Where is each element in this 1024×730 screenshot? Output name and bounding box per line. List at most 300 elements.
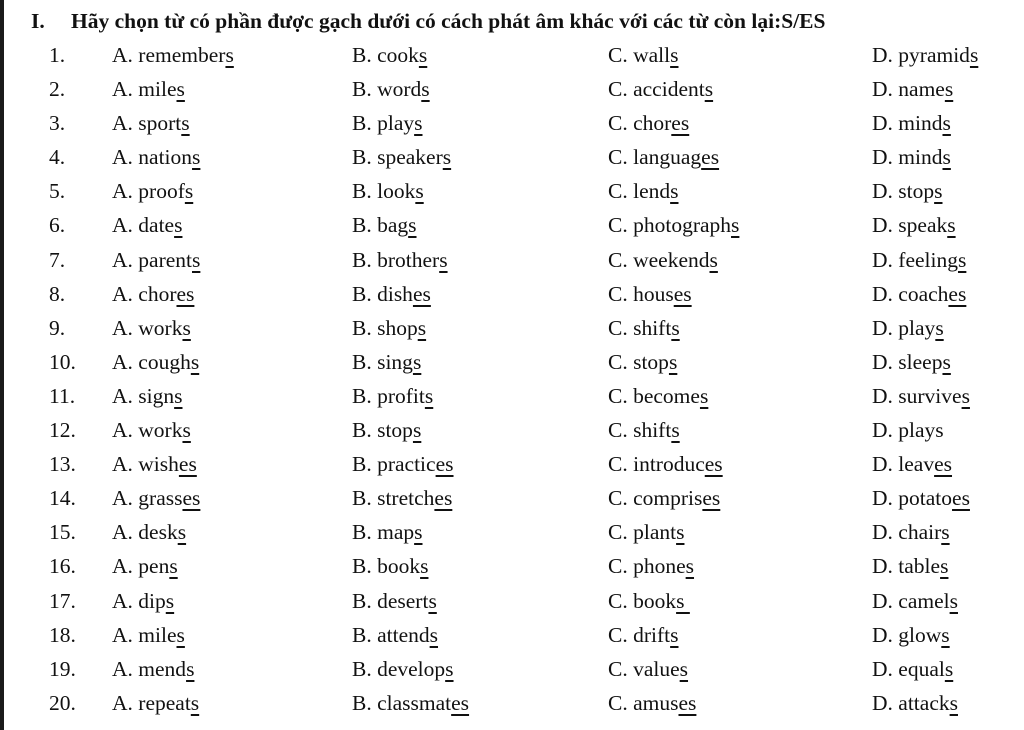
underlined-ending: s [424, 383, 434, 408]
option-c [608, 686, 696, 720]
section-number: I. [31, 9, 45, 33]
option-c [608, 243, 718, 277]
option-word-stem: dish [377, 281, 413, 306]
underlined-ending: s [181, 111, 190, 136]
option-letter: C. [608, 656, 634, 681]
option-letter: D. [872, 554, 899, 579]
option-word-stem: accident [633, 77, 705, 102]
option-letter: A. [112, 315, 139, 340]
option-letter: C. [608, 179, 634, 204]
option-word-stem: stretch [377, 486, 435, 511]
option-word-stem: camel [898, 588, 950, 613]
option-word-stem: book [633, 588, 677, 613]
option-letter: A. [112, 418, 139, 443]
underlined-ending: s [176, 77, 185, 102]
option-c [608, 413, 680, 447]
option-a [112, 481, 200, 515]
option-b [352, 413, 421, 447]
option-word-stem: map [377, 520, 415, 545]
option-word-stem: pyramid [898, 43, 970, 67]
option-b [352, 652, 454, 686]
option-word-stem: practic [377, 452, 436, 477]
question-row [0, 652, 1024, 686]
option-letter: B. [352, 43, 378, 67]
option-letter: A. [112, 43, 139, 67]
option-letter: C. [608, 418, 634, 443]
option-letter: C. [608, 315, 634, 340]
option-a [112, 686, 199, 720]
option-letter: A. [112, 349, 139, 374]
option-d [872, 515, 950, 549]
question-row [0, 447, 1024, 481]
underlined-ending: es [934, 452, 953, 477]
question-row [0, 618, 1024, 652]
underlined-ending: s [935, 315, 944, 340]
option-a [112, 413, 191, 447]
underlined-ending: es [435, 452, 454, 477]
option-word-stem: develop [377, 656, 446, 681]
question-row [0, 277, 1024, 311]
option-letter: D. [872, 622, 899, 647]
underlined-ending: s [439, 247, 448, 272]
option-word-stem: profit [377, 383, 425, 408]
question-row [0, 481, 1024, 515]
question-row [0, 413, 1024, 447]
question-number: 17. [49, 588, 76, 613]
option-letter: A. [112, 179, 139, 204]
option-word-stem: speak [898, 213, 948, 238]
question-row [0, 38, 1024, 72]
option-word-stem: chor [633, 111, 672, 136]
question-number: 6. [49, 213, 66, 238]
section-heading [31, 6, 825, 36]
option-letter: B. [352, 520, 378, 545]
option-word-stem: brother [377, 247, 440, 272]
option-word-stem: mind [898, 111, 943, 136]
option-letter: C. [608, 554, 634, 579]
option-word-stem: sing [377, 349, 413, 374]
option-letter: B. [352, 588, 378, 613]
option-c [608, 447, 723, 481]
option-d [872, 208, 956, 242]
option-c [608, 481, 720, 515]
option-letter: D. [872, 349, 899, 374]
option-word-stem: sleep [898, 349, 943, 374]
option-a [112, 277, 194, 311]
underlined-ending: s [957, 247, 967, 272]
option-letter: A. [112, 213, 139, 238]
option-word-stem: coach [898, 281, 949, 306]
option-d [872, 686, 958, 720]
option-a [112, 140, 200, 174]
option-c [608, 277, 692, 311]
underlined-ending: s [940, 554, 949, 579]
option-d [872, 277, 966, 311]
option-letter: C. [608, 247, 634, 272]
underlined-ending: s [429, 622, 439, 647]
option-letter: C. [608, 588, 634, 613]
option-word-stem: classmat [377, 690, 452, 715]
option-a [112, 447, 197, 481]
option-a [112, 515, 186, 549]
option-word-stem: date [138, 213, 175, 238]
underlined-ending: es [451, 690, 470, 715]
option-word-stem: drift [633, 622, 671, 647]
option-letter: C. [608, 145, 634, 170]
option-a [112, 652, 194, 686]
option-word-stem: attack [898, 690, 950, 715]
option-word-stem: stop [898, 179, 935, 204]
option-letter: D. [872, 520, 899, 545]
question-number: 8. [49, 281, 66, 306]
option-d [872, 174, 943, 208]
underlined-ending: es [704, 452, 723, 477]
option-word-stem: potato [898, 486, 953, 511]
underlined-ending: s [679, 656, 689, 681]
option-c [608, 652, 688, 686]
option-letter: C. [608, 111, 634, 136]
option-word-stem: feeling [898, 247, 958, 272]
option-letter: A. [112, 452, 139, 477]
underlined-ending: s [961, 383, 970, 408]
option-word-stem: word [377, 77, 422, 102]
option-c [608, 311, 680, 345]
underlined-ending: s [969, 43, 979, 67]
option-word-stem: shift [633, 315, 672, 340]
option-word-stem: play [898, 315, 936, 340]
option-a [112, 208, 182, 242]
option-letter: D. [872, 656, 899, 681]
underlined-ending: s [415, 179, 424, 204]
underlined-ending: s [942, 349, 951, 374]
question-list [0, 38, 1024, 720]
question-row [0, 140, 1024, 174]
underlined-ending: s [699, 383, 709, 408]
option-c [608, 174, 679, 208]
option-word-stem: stop [633, 349, 669, 374]
underlined-ending: s [184, 179, 194, 204]
option-b [352, 72, 430, 106]
option-c [608, 106, 689, 140]
option-letter: B. [352, 486, 378, 511]
option-letter: A. [112, 520, 139, 545]
underlined-ending: es [178, 452, 197, 477]
option-c [608, 208, 739, 242]
option-b [352, 140, 451, 174]
option-letter: B. [352, 111, 378, 136]
question-row [0, 584, 1024, 618]
option-word-stem: grass [138, 486, 183, 511]
underlined-ending: es [412, 281, 431, 306]
option-word-stem: desk [138, 520, 178, 545]
question-number: 14. [49, 486, 76, 511]
option-letter: C. [608, 622, 634, 647]
option-letter: D. [872, 77, 899, 102]
option-b [352, 345, 421, 379]
underlined-ending: s [709, 247, 718, 272]
underlined-ending: s [182, 418, 191, 443]
underlined-ending: s [676, 588, 690, 613]
option-letter: D. [872, 179, 899, 204]
question-number: 13. [49, 452, 76, 477]
section-instruction: Hãy chọn từ có phần được gạch dưới có cách phát âm khác với các từ còn lại:S/ES [71, 9, 826, 33]
option-a [112, 106, 190, 140]
option-word-stem: mile [138, 77, 177, 102]
underlined-ending: s [412, 349, 422, 374]
option-letter: B. [352, 554, 378, 579]
option-letter: D. [872, 383, 899, 408]
option-word-stem: mind [898, 145, 943, 170]
underlined-ending: s [176, 622, 185, 647]
option-word-stem: pen [138, 554, 170, 579]
option-letter: D. [872, 43, 899, 67]
option-b [352, 38, 427, 72]
underlined-ending: s [412, 418, 422, 443]
underlined-ending: es [948, 281, 967, 306]
underlined-ending: s [421, 77, 430, 102]
option-word-stem: remember [138, 43, 226, 67]
option-word-stem: wall [633, 43, 671, 67]
option-a [112, 584, 174, 618]
option-word-stem: become [633, 383, 700, 408]
option-word-stem: look [377, 179, 416, 204]
option-word-stem: survive [898, 383, 962, 408]
option-word-stem: introduc [633, 452, 705, 477]
option-c [608, 515, 684, 549]
option-d [872, 447, 952, 481]
option-letter: C. [608, 452, 634, 477]
option-word-stem: work [138, 315, 183, 340]
underlined-ending: es [673, 281, 692, 306]
option-c [608, 549, 694, 583]
option-word-stem: work [138, 418, 183, 443]
underlined-ending: s [941, 520, 950, 545]
option-letter: D. [872, 588, 899, 613]
question-number: 20. [49, 690, 76, 715]
question-number: 16. [49, 554, 76, 579]
option-word-stem: table [898, 554, 941, 579]
option-d [872, 652, 953, 686]
option-word-stem: plant [633, 520, 677, 545]
option-a [112, 618, 185, 652]
option-word-stem: photograph [633, 213, 732, 238]
option-d [872, 311, 944, 345]
option-word-stem: shift [633, 418, 672, 443]
option-letter: A. [112, 486, 139, 511]
option-letter: D. [872, 111, 899, 136]
option-letter: B. [352, 690, 378, 715]
option-letter: B. [352, 656, 378, 681]
option-d [872, 549, 948, 583]
option-letter: D. [872, 690, 899, 715]
option-letter: A. [112, 554, 139, 579]
option-d [872, 584, 958, 618]
option-letter: B. [352, 452, 378, 477]
option-d [872, 106, 951, 140]
option-letter: B. [352, 213, 378, 238]
option-letter: B. [352, 145, 378, 170]
option-letter: C. [608, 690, 634, 715]
option-word-stem: leav [898, 452, 935, 477]
underlined-ending: s [949, 690, 958, 715]
option-word-stem: book [377, 554, 421, 579]
option-b [352, 311, 426, 345]
option-letter: B. [352, 179, 378, 204]
option-d [872, 72, 953, 106]
underlined-ending: s [174, 213, 183, 238]
option-letter: A. [112, 383, 139, 408]
option-word-stem: value [633, 656, 680, 681]
option-d [872, 38, 978, 72]
option-d [872, 481, 970, 515]
option-letter: B. [352, 77, 378, 102]
question-number: 1. [49, 43, 66, 67]
option-b [352, 174, 424, 208]
option-word-stem: stop [377, 418, 413, 443]
option-a [112, 72, 185, 106]
option-c [608, 584, 690, 618]
option-a [112, 311, 191, 345]
underlined-ending: s [947, 213, 956, 238]
option-d [872, 413, 944, 447]
underlined-ending: s [182, 315, 191, 340]
option-letter: A. [112, 656, 139, 681]
option-a [112, 345, 199, 379]
option-word-stem: chor [138, 281, 177, 306]
option-word-stem: name [898, 77, 945, 102]
option-b [352, 481, 452, 515]
underlined-ending: s [428, 588, 437, 613]
underlined-ending: s [949, 588, 958, 613]
option-word-stem: lend [633, 179, 671, 204]
option-letter: D. [872, 213, 899, 238]
option-letter: C. [608, 77, 634, 102]
option-a [112, 243, 200, 277]
option-c [608, 38, 679, 72]
option-letter: D. [872, 486, 899, 511]
option-c [608, 72, 713, 106]
underlined-ending: s [941, 622, 950, 647]
option-d [872, 140, 951, 174]
underlined-ending: s [670, 43, 679, 67]
underlined-ending: s [177, 520, 187, 545]
underlined-ending: s [414, 520, 423, 545]
option-b [352, 618, 438, 652]
option-d [872, 379, 970, 413]
question-number: 2. [49, 77, 66, 102]
option-letter: C. [608, 349, 634, 374]
option-letter: C. [608, 213, 634, 238]
option-letter: A. [112, 281, 139, 306]
option-a [112, 549, 178, 583]
option-letter: B. [352, 281, 378, 306]
underlined-ending: s [671, 315, 680, 340]
option-word-stem: mile [138, 622, 177, 647]
underlined-ending: s [190, 349, 200, 374]
option-letter: A. [112, 111, 139, 136]
option-word-stem: compris [633, 486, 703, 511]
option-b [352, 277, 431, 311]
option-letter: A. [112, 622, 139, 647]
underlined-ending: s [442, 145, 452, 170]
underlined-ending: es [434, 486, 453, 511]
option-b [352, 686, 469, 720]
question-row [0, 72, 1024, 106]
option-word-stem: desert [377, 588, 429, 613]
option-word-stem: sport [138, 111, 182, 136]
option-word-stem: glow [898, 622, 942, 647]
option-letter: B. [352, 383, 378, 408]
underlined-ending: s [670, 179, 679, 204]
option-b [352, 515, 423, 549]
underlined-ending: s [942, 111, 951, 136]
underlined-ending: es [701, 145, 720, 170]
underlined-ending: s [169, 554, 178, 579]
underlined-ending: s [704, 77, 714, 102]
underlined-ending: s [445, 656, 454, 681]
option-a [112, 379, 183, 413]
option-d [872, 345, 951, 379]
question-row [0, 345, 1024, 379]
option-word-stem: shop [377, 315, 418, 340]
option-word-stem: mend [138, 656, 187, 681]
question-number: 5. [49, 179, 66, 204]
option-d [872, 243, 966, 277]
underlined-ending: s [944, 77, 954, 102]
underlined-ending: s [192, 247, 201, 272]
option-letter: B. [352, 315, 378, 340]
question-number: 11. [49, 383, 76, 408]
question-number: 7. [49, 247, 66, 272]
question-number: 3. [49, 111, 66, 136]
option-letter: C. [608, 486, 634, 511]
question-number: 12. [49, 418, 76, 443]
option-b [352, 379, 433, 413]
option-word-stem: phone [633, 554, 686, 579]
option-b [352, 106, 423, 140]
option-word-stem: dip [138, 588, 166, 613]
option-word-stem: speaker [377, 145, 443, 170]
underlined-ending: s [671, 418, 680, 443]
option-letter: B. [352, 622, 378, 647]
underlined-ending: s [414, 111, 423, 136]
question-number: 10. [49, 349, 76, 374]
option-letter: A. [112, 77, 139, 102]
underlined-ending: s [190, 690, 200, 715]
underlined-ending: s [408, 213, 417, 238]
underlined-ending: s [225, 43, 234, 67]
underlined-ending: s [668, 349, 678, 374]
option-letter: D. [872, 281, 899, 306]
option-letter: A. [112, 247, 139, 272]
question-row [0, 311, 1024, 345]
option-c [608, 618, 679, 652]
question-number: 4. [49, 145, 66, 170]
option-a [112, 174, 193, 208]
question-row [0, 106, 1024, 140]
option-word-stem: proof [138, 179, 185, 204]
underlined-ending: s [174, 383, 183, 408]
option-word-stem: cook [377, 43, 419, 67]
question-row [0, 515, 1024, 549]
underlined-ending: s [420, 554, 429, 579]
question-number: 19. [49, 656, 76, 681]
option-letter: C. [608, 383, 634, 408]
option-c [608, 345, 677, 379]
option-word-stem: attend [377, 622, 430, 647]
option-d [872, 618, 950, 652]
underlined-ending: s [685, 554, 695, 579]
